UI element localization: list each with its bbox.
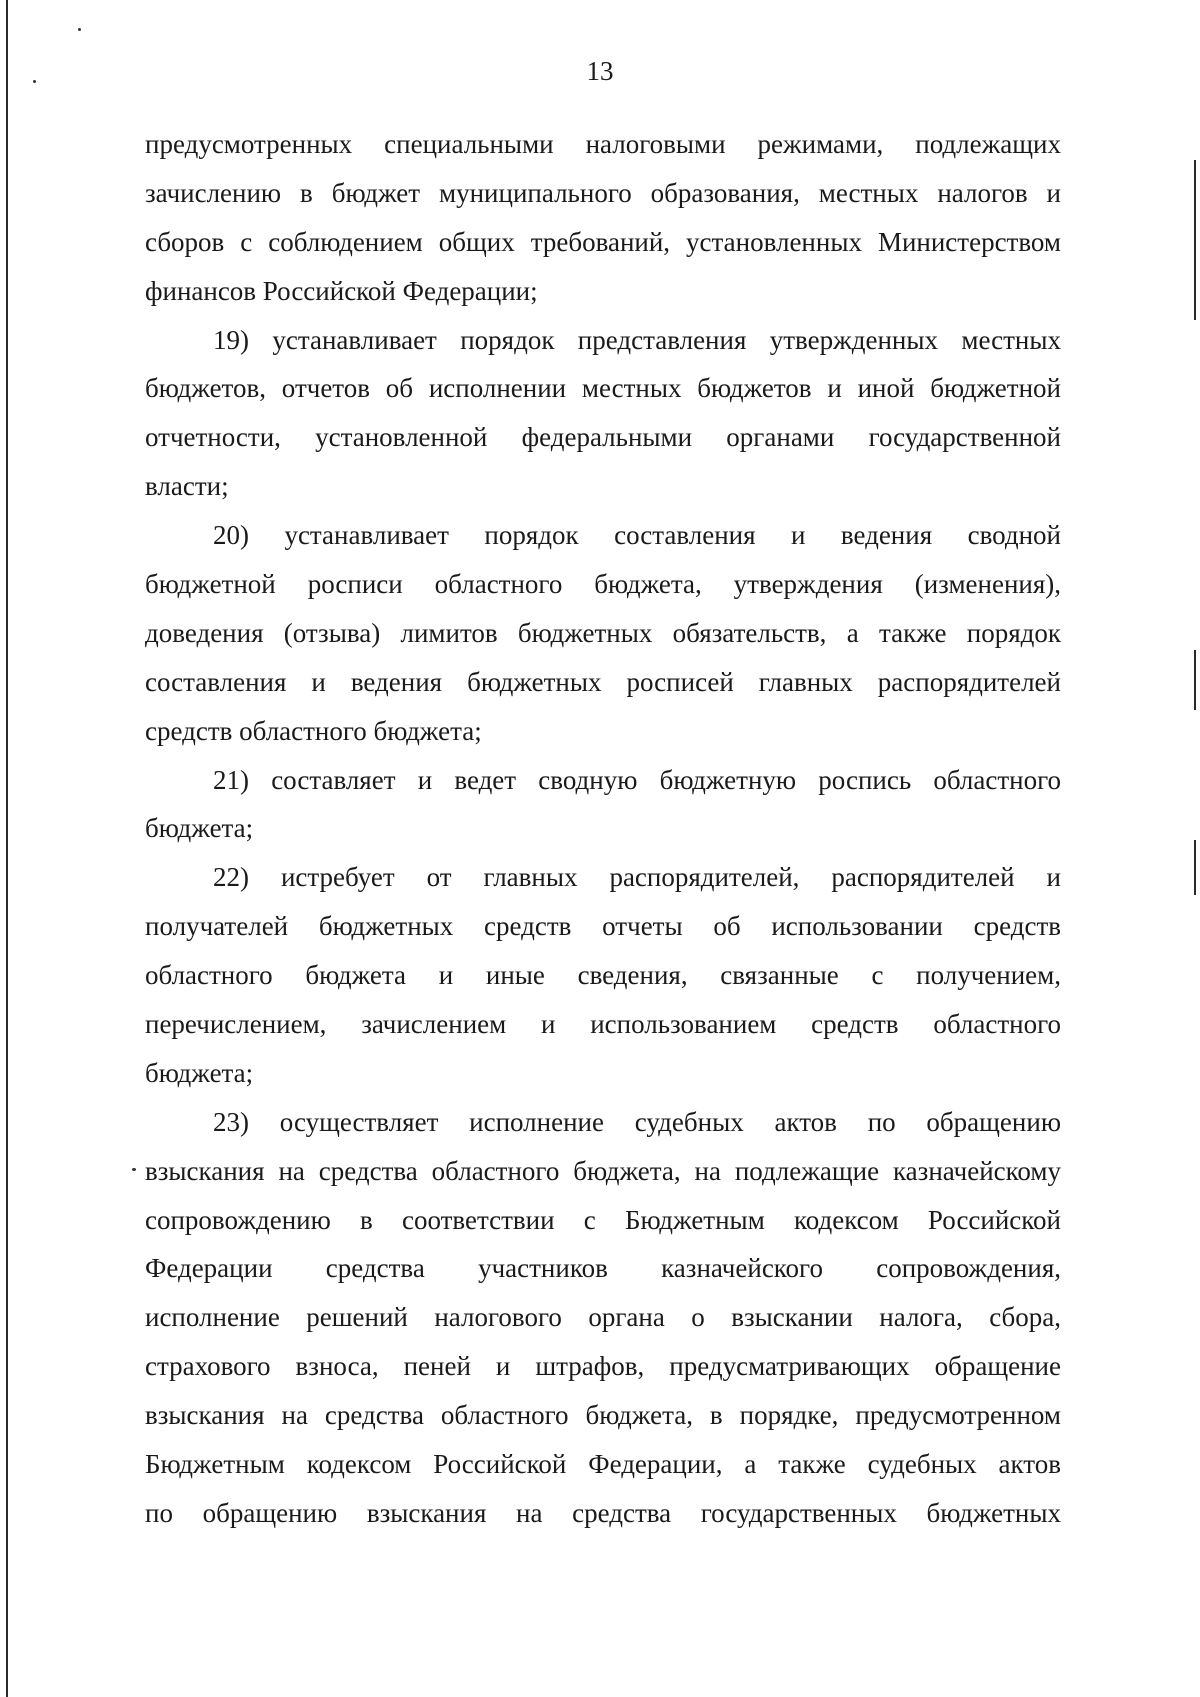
text-line: 20) устанавливает порядок составления и ведения сводной: [213, 520, 1061, 551]
text-line: средств областного бюджета;: [145, 715, 482, 746]
text-line: перечислением, зачислением и использованием средств областного: [145, 1009, 1061, 1040]
text-line: бюджета;: [145, 813, 254, 844]
text-line: власти;: [145, 471, 229, 502]
text-line: страхового взноса, пеней и штрафов, предусматривающих обращение: [145, 1351, 1061, 1382]
page-number: 13: [586, 56, 614, 86]
text-line: 23) осуществляет исполнение судебных актов по обращению: [213, 1106, 1061, 1137]
scan-right-edge-mark: [1194, 840, 1196, 895]
text-line: отчетности, установленной федеральными органами государственной: [145, 422, 1061, 453]
text-line: предусмотренных специальными налоговыми режимами, подлежащих: [145, 129, 1061, 159]
text-line: доведения (отзыва) лимитов бюджетных обязательств, а также порядок: [145, 617, 1061, 648]
text-line: сборов с соблюдением общих требований, установленных Министерством: [145, 226, 1061, 257]
text-line: зачислению в бюджет муниципального образования, местных налогов и: [145, 177, 1061, 208]
text-line: Бюджетным кодексом Российской Федерации, а также судебных актов: [145, 1449, 1061, 1480]
text-line: сопровождению в соответствии с Бюджетным кодексом Российской: [145, 1204, 1061, 1235]
scan-right-edge-mark: [1194, 160, 1196, 320]
scan-right-edge-mark: [1194, 650, 1196, 710]
scan-speck: [132, 1168, 136, 1171]
document-body: [145, 120, 1061, 1538]
text-line: бюджета;: [145, 1057, 254, 1088]
text-line: финансов Российской Федерации;: [145, 275, 538, 306]
text-line: взыскания на средства областного бюджета, в порядке, предусмотренном: [145, 1400, 1061, 1431]
text-line: 22) истребует от главных распорядителей, распорядителей и: [213, 862, 1061, 893]
text-line: получателей бюджетных средств отчеты об использовании средств: [145, 911, 1061, 942]
text-line: составления и ведения бюджетных росписей главных распорядителей: [145, 666, 1061, 697]
text-line: 19) устанавливает порядок представления утвержденных местных: [213, 324, 1061, 355]
text-line: по обращению взыскания на средства государственных бюджетных: [145, 1497, 1061, 1528]
text-line: бюджетной росписи областного бюджета, утверждения (изменения),: [145, 569, 1061, 600]
text-line: взыскания на средства областного бюджета, на подлежащие казначейскому: [145, 1155, 1061, 1186]
text-line: 21) составляет и ведет сводную бюджетную роспись областного: [213, 764, 1061, 795]
text-line: бюджетов, отчетов об исполнении местных бюджетов и иной бюджетной: [145, 373, 1061, 404]
text-line: Федерации средства участников казначейского сопровождения,: [145, 1253, 1061, 1284]
text-line: областного бюджета и иные сведения, связанные с получением,: [145, 960, 1061, 991]
text-line: исполнение решений налогового органа о взыскании налога, сбора,: [145, 1302, 1061, 1333]
scan-speck: [78, 28, 81, 31]
scan-left-edge: [6, 0, 8, 1697]
